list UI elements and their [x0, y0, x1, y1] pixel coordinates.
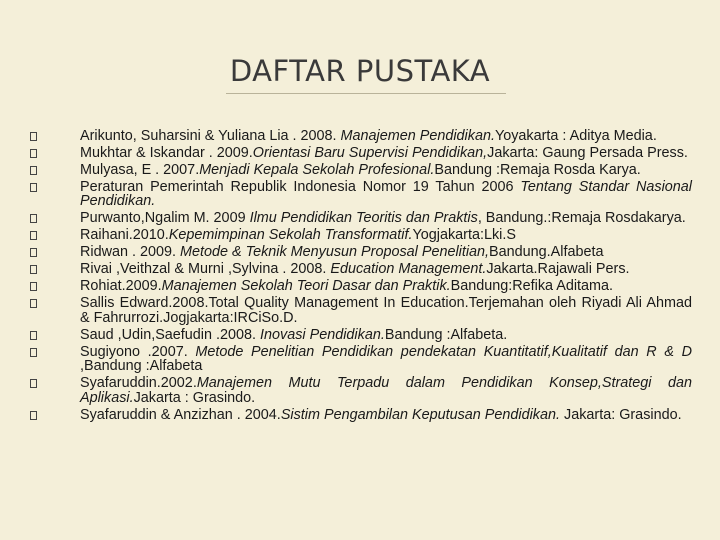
reference-item: [30, 146, 692, 160]
ref-publisher: Bandung :Remaja Rosda Karya.: [434, 162, 641, 178]
ref-text: Rohiat.2009.: [80, 278, 162, 295]
reference-item: [30, 180, 692, 209]
reference-item: [30, 328, 692, 342]
ref-publisher: Yoyakarta : Aditya Media.: [494, 128, 657, 144]
ref-title: Kepemimpinan Sekolah Transformatif.: [168, 227, 413, 244]
ref-publisher: Jakarta: Grasindo.: [560, 406, 682, 423]
ref-text: Mulyasa, E . 2007.: [80, 162, 200, 178]
bullet-icon: [30, 183, 37, 192]
ref-publisher: Jakarta.Rajawali Pers.: [486, 261, 630, 278]
ref-title: Manajemen Sekolah Teori Dasar dan Praktik.: [161, 278, 451, 295]
bullet-icon: [30, 331, 37, 340]
reference-item: [30, 129, 692, 143]
ref-text: Saud ,Udin,Saefudin .2008.: [80, 326, 261, 343]
ref-text: Raihani.2010.: [80, 227, 169, 244]
ref-text: Mukhtar & Iskandar . 2009.: [80, 145, 253, 161]
bullet-icon: [30, 282, 37, 291]
ref-title: Sistim Pengambilan Keputusan Pendidikan.: [280, 406, 561, 423]
ref-text: Purwanto,Ngalim M. 2009: [80, 210, 250, 227]
ref-title: Menjadi Kepala Sekolah Profesional.: [199, 162, 435, 178]
bullet-icon: [30, 166, 37, 175]
bullet-icon: [30, 149, 37, 158]
ref-title: Manajemen Mutu Terpadu dalam Pendidikan Konsep,Strategi dan Aplikasi.: [80, 375, 692, 406]
ref-title: Ilmu Pendidikan Teoritis dan Praktis: [249, 210, 478, 227]
ref-title: Inovasi Pendidikan.: [260, 326, 385, 343]
bullet-icon: [30, 231, 37, 240]
ref-text: Arikunto, Suharsini & Yuliana Lia . 2008.: [80, 128, 341, 144]
bullet-icon: [30, 214, 37, 223]
reference-item: [30, 211, 692, 225]
ref-title: Metode & Teknik Menyusun Proposal Penelitian,: [180, 244, 490, 261]
bullet-icon: [30, 411, 37, 420]
ref-text: Peraturan Pemerintah Republik Indonesia Nomor 19 Tahun 2006: [80, 179, 521, 195]
reference-item: [30, 279, 692, 293]
reference-item: [30, 296, 692, 325]
reference-item: [30, 262, 692, 276]
ref-publisher: Jakarta : Grasindo.: [133, 389, 256, 406]
ref-publisher: , Bandung.:Remaja Rosdakarya.: [477, 210, 686, 227]
ref-title: Manajemen Pendidikan.: [340, 128, 495, 144]
bullet-icon: [30, 265, 37, 274]
ref-title: Metode Penelitian Pendidikan pendekatan Kuantitatif,Kualitatif dan R & D: [195, 343, 692, 360]
ref-publisher: Bandung :Alfabeta.: [384, 326, 508, 343]
ref-title: Orientasi Baru Supervisi Pendidikan,: [252, 145, 488, 161]
ref-text: Ridwan . 2009.: [80, 244, 180, 261]
reference-item: [30, 245, 692, 259]
bullet-icon: [30, 132, 37, 141]
ref-title: Education Management.: [330, 261, 487, 278]
bullet-icon: [30, 348, 37, 357]
reference-item: [30, 163, 692, 177]
reference-list: [30, 129, 692, 425]
ref-text: Sugiyono .2007.: [80, 343, 196, 360]
ref-publisher: Jakarta: Gaung Persada Press.: [487, 145, 688, 161]
ref-publisher: ,Bandung :Alfabeta: [80, 358, 203, 375]
ref-publisher: Bandung:Refika Aditama.: [450, 278, 614, 295]
reference-item: [30, 345, 692, 374]
ref-text: Syafaruddin & Anzizhan . 2004.: [80, 406, 281, 423]
ref-text: Syafaruddin.2002.: [80, 375, 197, 392]
ref-publisher: Yogjakarta:Lki.S: [412, 227, 516, 244]
ref-title: Tentang Standar Nasional Pendidikan.: [80, 179, 692, 210]
reference-item: [30, 376, 692, 405]
bullet-icon: [30, 248, 37, 257]
ref-text: Rivai ,Veithzal & Murni ,Sylvina . 2008.: [80, 261, 331, 278]
reference-item: [30, 408, 692, 422]
bullet-icon: [30, 379, 37, 388]
title-underline: [226, 93, 506, 94]
reference-item: [30, 228, 692, 242]
page-title: DAFTAR PUSTAKA: [229, 54, 491, 88]
ref-text: Sallis Edward.2008.Total Quality Management In Education.Terjemahan oleh Riyadi Ali Ahmad & Fahrurrozi.Jogjakarta:IRCiSo.D.: [80, 295, 692, 326]
ref-publisher: Bandung.Alfabeta: [489, 244, 604, 261]
bullet-icon: [30, 299, 37, 308]
